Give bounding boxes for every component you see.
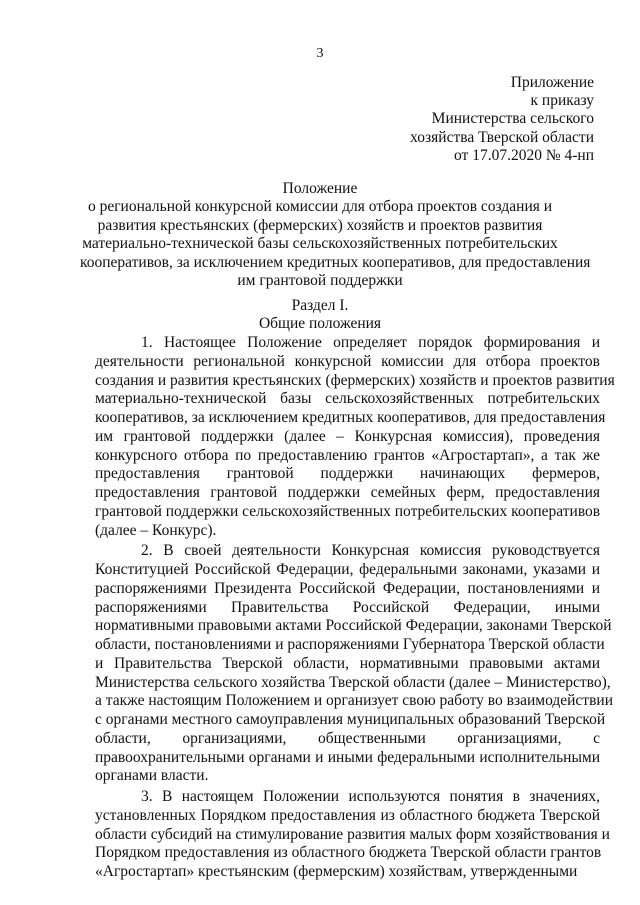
paragraph — [95, 788, 610, 882]
paragraph-line: предоставления грантовой поддержки начинающих фермеров, — [95, 465, 600, 483]
paragraph — [95, 334, 615, 540]
paragraph-line: Конституцией Российской Федерации, федеральными законами, указами и — [95, 561, 600, 578]
appendix-line: хозяйства Тверской области — [410, 128, 594, 146]
paragraph-line: нормативными правовыми актами Российской Федерации, законами Тверской — [95, 617, 612, 635]
paragraph-line: области, постановлениями и распоряжениями Губернатора Тверской области — [95, 636, 605, 653]
section-name: Общие положения — [258, 315, 382, 333]
paragraph-line: Министерства сельского хозяйства Тверской области (далее – Министерство), — [95, 673, 611, 691]
paragraph-line: правоохранительными органами и иными федеральными исполнительными — [95, 748, 600, 766]
appendix-line: к приказу — [530, 92, 594, 110]
paragraph-line: распоряжениями Президента Российской Федерации, постановлениями и — [95, 579, 600, 597]
paragraph-line: грантовой поддержки сельскохозяйственных потребительских кооперативов — [95, 502, 601, 520]
section-heading — [0, 297, 640, 334]
title-line: материально-технической базы сельскохозяйственных потребительских — [82, 235, 558, 253]
title-line: кооперативов, за исключением кредитных кооперативов, для предоставления — [80, 253, 591, 271]
appendix-line: от 17.07.2020 № 4-нп — [454, 146, 594, 164]
document-title — [80, 180, 591, 290]
section-number: Раздел I. — [291, 297, 349, 314]
paragraph-line: и Правительства Тверской области, нормативными правовыми актами — [95, 654, 600, 672]
title-line: о региональной конкурсной комиссии для отбора проектов создания и — [87, 198, 553, 216]
paragraph-line: им грантовой поддержки (далее – Конкурсная комиссия), проведения — [95, 427, 600, 445]
title-line: Положение — [282, 180, 358, 197]
paragraph-line: распоряжениями Правительства Российской Федерации, иными — [95, 598, 600, 616]
paragraph-line: 1. Настоящее Положение определяет порядок формирования и — [141, 334, 600, 351]
appendix-line: Приложение — [510, 74, 594, 91]
paragraph-line: с органами местного самоуправления муниципальных образований Тверской — [95, 711, 606, 728]
page-number: 3 — [316, 46, 324, 61]
paragraph-line: деятельности региональной конкурсной комиссии для отбора проектов — [95, 352, 600, 370]
paragraph-line: кооперативов, за исключением кредитных кооперативов, для предоставления — [95, 409, 606, 426]
paragraph-line: конкурсного отбора по предоставлению грантов «Агростартап», а так же — [95, 446, 600, 464]
title-line: им грантовой поддержки — [237, 272, 403, 290]
paragraph — [95, 542, 613, 786]
paragraph-line: предоставления грантовой поддержки семейных ферм, предоставления — [95, 484, 600, 501]
appendix-block — [334, 74, 594, 165]
paragraph-line: а также настоящим Положением и организует свою работу во взаимодействии — [95, 692, 613, 710]
paragraph-line: 2. В своей деятельности Конкурсная комиссия руководствуется — [141, 542, 600, 560]
paragraph-line: Порядком предоставления из областного бюджета Тверской области грантов — [95, 844, 602, 862]
paragraph-line: органами власти. — [95, 767, 209, 785]
appendix-line: Министерства сельского — [431, 110, 594, 128]
title-line: развития крестьянских (фермерских) хозяйств и проектов развития — [97, 216, 543, 234]
paragraph-line: области субсидий на стимулирование развития малых форм хозяйствования и — [95, 825, 610, 843]
paragraph-line: области, организациями, общественными организациями, с — [95, 729, 600, 747]
paragraph-line: 3. В настоящем Положении используются понятия в значениях, — [141, 788, 600, 805]
paragraph-line: установленных Порядком предоставления из областного бюджета Тверской — [95, 806, 600, 824]
body-text — [95, 334, 615, 884]
paragraph-line: (далее – Конкурс). — [95, 521, 217, 539]
paragraph-line: материально-технической базы сельскохозяйственных потребительских — [95, 390, 600, 408]
paragraph-line: «Агростартап» крестьянским (фермерским) хозяйствам, утвержденными — [95, 863, 578, 880]
paragraph-line: создания и развития крестьянских (фермерских) хозяйств и проектов развития — [95, 371, 615, 389]
